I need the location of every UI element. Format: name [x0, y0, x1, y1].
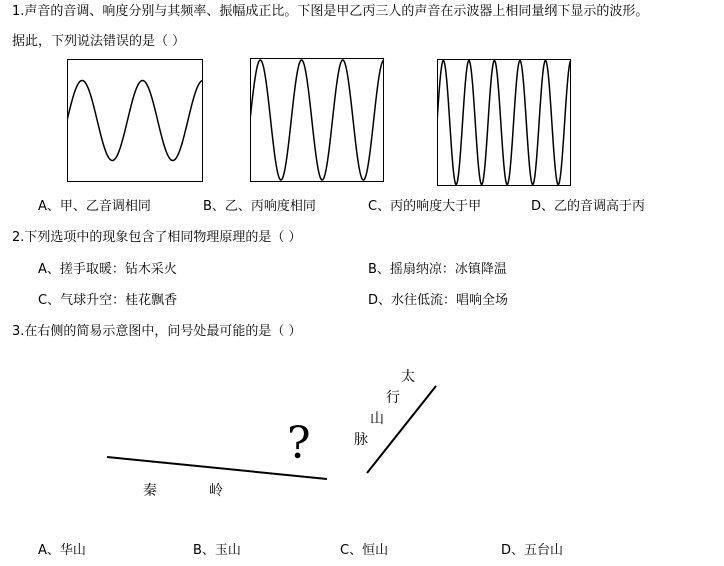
- q1-stem-line2: 据此，下列说法错误的是（ ）: [12, 34, 186, 49]
- q2-option-a[interactable]: A、搓手取暖：钻木采火: [38, 262, 177, 277]
- q2-stem: 2.下列选项中的现象包含了相同物理原理的是（ ）: [12, 230, 302, 245]
- q2-option-d[interactable]: D、水往低流：唱响全场: [368, 293, 509, 308]
- q1-option-c[interactable]: C、丙的响度大于甲: [368, 199, 482, 214]
- taihang-char-2: 行: [386, 390, 400, 406]
- qinling-char-1: 秦: [143, 483, 157, 499]
- q3-option-c[interactable]: C、恒山: [340, 543, 389, 558]
- question-mark: ?: [287, 418, 311, 469]
- q1-stem-line1: 1.声音的音调、响度分别与其频率、振幅成正比。下图是甲乙丙三人的声音在示波器上相同量纲下显示的波形。: [12, 4, 649, 19]
- q3-option-d[interactable]: D、五台山: [501, 543, 564, 558]
- taihang-char-4: 脉: [354, 432, 368, 448]
- qinling-char-2: 岭: [209, 483, 223, 499]
- taihang-line: [367, 386, 436, 473]
- q3-option-b[interactable]: B、玉山: [193, 543, 241, 558]
- q1-option-a[interactable]: A、甲、乙音调相同: [38, 199, 151, 214]
- q1-option-b[interactable]: B、乙、丙响度相同: [203, 199, 316, 214]
- q3-option-a[interactable]: A、华山: [38, 543, 86, 558]
- taihang-char-3: 山: [370, 411, 384, 427]
- taihang-char-1: 太: [401, 369, 415, 385]
- q3-stem: 3.在右侧的简易示意图中，问号处最可能的是（ ）: [12, 324, 302, 339]
- q1-option-d[interactable]: D、乙的音调高于丙: [531, 199, 646, 214]
- q2-option-b[interactable]: B、摇扇纳凉：冰镇降温: [368, 262, 507, 277]
- q2-option-c[interactable]: C、气球升空：桂花飘香: [38, 293, 178, 308]
